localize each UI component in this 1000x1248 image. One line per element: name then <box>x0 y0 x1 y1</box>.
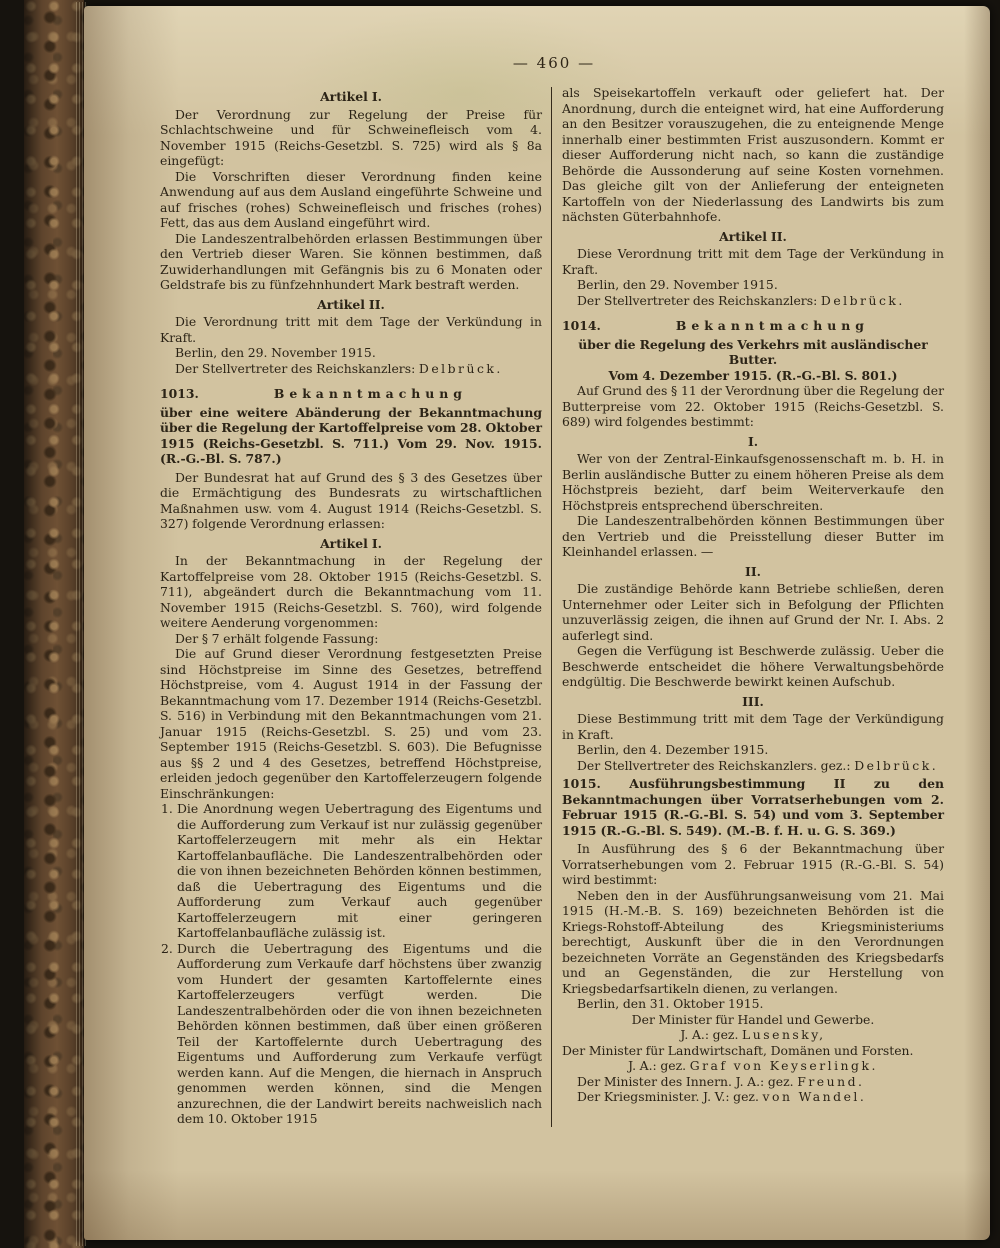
page-content <box>160 54 948 1127</box>
list-item-text: Die Anordnung wegen Uebertragung des Eigentums und die Aufforderung zum Verkauf ist nur zulässig gegenüber Kartoffelerzeugern mit mehr als ein Hektar Kartoffelanbaufläche. Die Landeszentralbehörden oder die von ihnen bezeichneten Behörden können bestimmen, daß die Uebertragung des Eigentums und die Aufforderung zum Verkauf auch gegenüber Kartoffelerzeugern mit einer geringeren Kartoffelanbaufläche zulässig ist. <box>177 801 542 940</box>
paragraph: Diese Verordnung tritt mit dem Tage der Verkündung in Kraft. <box>562 246 944 277</box>
paragraph: Die Landeszentralbehörden können Bestimmungen über den Vertrieb und die Preisstellung dieser Butter im Kleinhandel erlassen. — <box>562 513 944 559</box>
paragraph: Die Landeszentralbehörden erlassen Bestimmungen über den Vertrieb dieser Waren. Sie können bestimmen, daß Zuwiderhandlungen mit Gefängnis bis zu 6 Monaten oder Geldstrafe bis zu fünfzehnhundert Mark bestraft werden. <box>160 230 542 292</box>
paragraph: Diese Bestimmung tritt mit dem Tage der Verkündigung in Kraft. <box>562 711 944 742</box>
proclamation-number: 1013. <box>160 386 199 401</box>
bold-centered-line: Vom 4. Dezember 1915. (R.-G.-Bl. S. 801.) <box>608 367 898 383</box>
proclamation-heading <box>160 386 542 402</box>
signature-line <box>160 361 542 377</box>
paragraph: Die zuständige Behörde kann Betriebe schließen, deren Unternehmer oder Leiter sich in Befolgung der Pflichten unzuverlässig zeigen, die ihnen auf Grund der Nr. I. Abs. 2 auferlegt sind. <box>562 581 944 643</box>
signature-prefix: J. A.: gez. <box>680 1027 743 1042</box>
paragraph: Die auf Grund dieser Verordnung festgesetzten Preise sind Höchstpreise im Sinne des Gesetzes, betreffend Höchstpreise, vom 4. August 1914 in der Fassung der Bekanntmachung vom 17. Dezember 1914 (Reichs-Gesetzbl. S. 516) in Verbindung mit den Bekanntmachungen vom 21. Januar 1915 (Reichs-Gesetzbl. S. 25) und vom 23. September 1915 (Reichs-Gesetzbl. S. 603). Die Befugnisse aus §§ 2 und 4 des Gesetzes, betreffend Höchstpreise, erleiden jedoch gegenüber den Kartoffelerzeugern folgende Einschränkungen: <box>160 646 542 801</box>
signature-line <box>562 758 944 774</box>
text-line: Berlin, den 29. November 1915. <box>175 345 376 360</box>
signature-line <box>562 293 944 309</box>
page-number: — 460 — <box>512 54 596 72</box>
signature-line <box>562 1058 944 1074</box>
right-column <box>562 85 944 1127</box>
paragraph: Neben den in der Ausführungsanweisung vom 21. Mai 1915 (H.-M.-B. S. 169) bezeichneten Behörden ist die Kriegs-Rohstoff-Abteilung des Kriegsministeriums berechtigt, Auskunft über die in den Verordnungen bezeichneten Vorräte an Gegenständen des Kriegsbedarfs und an Gegenständen, die zur Herstellung von Kriegsbedarfsartikeln dienen, zu verlangen. <box>562 887 944 996</box>
signature-line <box>562 1027 944 1043</box>
signature-name: Delbrück. <box>820 292 905 308</box>
text-line: Berlin, den 29. November 1915. <box>577 277 778 292</box>
signature-prefix: Der Stellvertreter des Reichskanzlers. gez.: <box>577 757 855 773</box>
article-heading: Artikel I. <box>320 89 382 104</box>
signature-prefix: Der Stellvertreter des Reichskanzlers: <box>577 292 821 308</box>
list-item <box>160 941 542 1127</box>
article-heading: III. <box>742 693 764 709</box>
signature-name: Lusensky, <box>742 1027 826 1042</box>
paragraph: Wer von der Zentral-Einkaufsgenossenschaft m. b. H. in Berlin ausländische Butter zu einem höheren Preise als dem Höchstpreis bezieht, darf beim Weiterverkaufe den Höchstpreis entsprechend überschreiten. <box>562 451 944 513</box>
proclamation-title: Bekanntmachung <box>273 386 467 401</box>
book-binding <box>24 0 84 1248</box>
article-heading: Artikel I. <box>320 535 382 551</box>
proclamation-heading <box>562 318 944 334</box>
signature-name: Graf von Keyserlingk. <box>689 1058 878 1073</box>
text-line: Berlin, den 31. Oktober 1915. <box>577 996 764 1011</box>
document-page <box>84 6 990 1240</box>
centered-line: Der Minister für Handel und Gewerbe. <box>631 1011 875 1027</box>
paragraph: Die Vorschriften dieser Verordnung finden keine Anwendung auf aus dem Ausland eingeführte Schweine und auf frisches (rohes) Schweinefleisch und frisches (rohes) Fett, das aus dem Ausland eingeführt wird. <box>160 168 542 230</box>
proclamation-number: 1014. <box>562 318 601 333</box>
list-item <box>160 801 542 941</box>
paragraph: Auf Grund des § 11 der Verordnung über die Regelung der Butterpreise vom 22. Oktober 1915 (Reichs-Gesetzbl. S. 689) wird folgendes bestimmt: <box>562 383 944 429</box>
column-divider <box>551 87 552 1127</box>
signature-line <box>562 1089 944 1105</box>
paragraph: Gegen die Verfügung ist Beschwerde zulässig. Ueber die Beschwerde entscheidet die höhere Verwaltungsbehörde endgültig. Die Beschwerde bewirkt keinen Aufschub. <box>562 643 944 689</box>
two-column-layout <box>160 85 948 1127</box>
paragraph: Der Bundesrat hat auf Grund des § 3 des Gesetzes über die Ermächtigung des Bundesrats zu wirtschaftlichen Maßnahmen usw. vom 4. August 1914 (Reichs-Gesetzbl. S. 327) folgende Verordnung erlassen: <box>160 469 542 531</box>
signature-prefix: Der Minister des Innern. J. A.: gez. <box>577 1073 798 1089</box>
bold-centered-line: über die Regelung des Verkehrs mit ausländischer Butter. <box>578 336 928 367</box>
bold-paragraph: über eine weitere Abänderung der Bekanntmachung über die Regelung der Kartoffelpreise vom 28. Oktober 1915 (Reichs-Gesetzbl. S. 711.) Vom 29. Nov. 1915. (R.-G.-Bl. S. 787.) <box>160 404 542 466</box>
paragraph: In Ausführung des § 6 der Bekanntmachung über Vorratserhebungen vom 2. Februar 1915 (R.-G.-Bl. S. 54) wird bestimmt: <box>562 841 944 887</box>
article-heading: Artikel II. <box>317 296 385 312</box>
paragraph: Der Verordnung zur Regelung der Preise für Schlachtschweine und für Schweinefleisch vom 4. November 1915 (Reichs-Gesetzbl. S. 725) wird als § 8a eingefügt: <box>160 106 542 168</box>
list-item-number: 1. <box>161 801 173 816</box>
signature-name: Delbrück. <box>854 757 939 773</box>
signature-name: Freund. <box>797 1073 865 1089</box>
paragraph: Der § 7 erhält folgende Fassung: <box>175 630 379 646</box>
article-heading: II. <box>745 563 761 579</box>
left-column <box>160 85 542 1127</box>
bold-paragraph: 1015. Ausführungsbestimmung II zu den Bekanntmachungen über Vorratserhebungen vom 2. Februar 1915 (R.-G.-Bl. S. 54) und vom 3. September 1915 (R.-G.-Bl. S. 549). (M.-B. f. H. u. G. S. 369.) <box>562 776 944 838</box>
list-item-text: Durch die Uebertragung des Eigentums und die Aufforderung zum Verkaufe darf höchstens über zwanzig vom Hundert der gesamten Kartoffelernte eines Kartoffelerzeugers verfügt werden. Die Landeszentralbehörden oder die von ihnen bezeichneten Behörden können bestimmen, daß über einen größeren Teil der Kartoffelernte durch Uebertragung des Eigentums und Aufforderung zum Verkaufe verfügt werden kann. Auf die Mengen, die hiernach in Anspruch genommen werden können, sind die Mengen anzurechnen, die der Landwirt bereits nachweislich nach dem 10. Oktober 1915 <box>177 940 542 1126</box>
text-line: Berlin, den 4. Dezember 1915. <box>577 742 769 757</box>
signature-prefix: J. A.: gez. <box>628 1058 690 1073</box>
article-heading: Artikel II. <box>719 228 787 244</box>
article-heading: I. <box>747 433 759 449</box>
signature-name: von Wandel. <box>762 1089 867 1104</box>
signature-name: Delbrück. <box>418 360 503 376</box>
list-item-number: 2. <box>161 940 173 956</box>
signature-prefix: Der Kriegsminister. J. V.: gez. <box>577 1089 763 1104</box>
paragraph: Die Verordnung tritt mit dem Tage der Verkündung in Kraft. <box>160 314 542 345</box>
paragraph: In der Bekanntmachung in der Regelung der Kartoffelpreise vom 28. Oktober 1915 (Reichs-Gesetzbl. S. 711), abgeändert durch die Bekanntmachung vom 11. November 1915 (Reichs-Gesetzbl. S. 760), wird folgende weitere Aenderung vorgenommen: <box>160 553 542 630</box>
paragraph-continuation: als Speisekartoffeln verkauft oder geliefert hat. Der Anordnung, durch die enteignet wird, hat eine Aufforderung an den Besitzer vorauszugehen, die zu enteignende Menge innerhalb einer bestimmten Frist auszusondern. Kommt er dieser Aufforderung nicht nach, so kann die zuständige Behörde die Aussonderung auf seine Kosten vornehmen. Das gleiche gilt von der Anlieferung der enteigneten Kartoffeln von der Niederlassung des Landwirts bis zum nächsten Güterbahnhofe. <box>562 85 944 224</box>
signature-prefix: Der Stellvertreter des Reichskanzlers: <box>175 360 419 376</box>
text-line: Der Minister für Landwirtschaft, Domänen und Forsten. <box>562 1042 914 1058</box>
proclamation-title: Bekanntmachung <box>675 318 869 333</box>
signature-line <box>562 1074 944 1090</box>
